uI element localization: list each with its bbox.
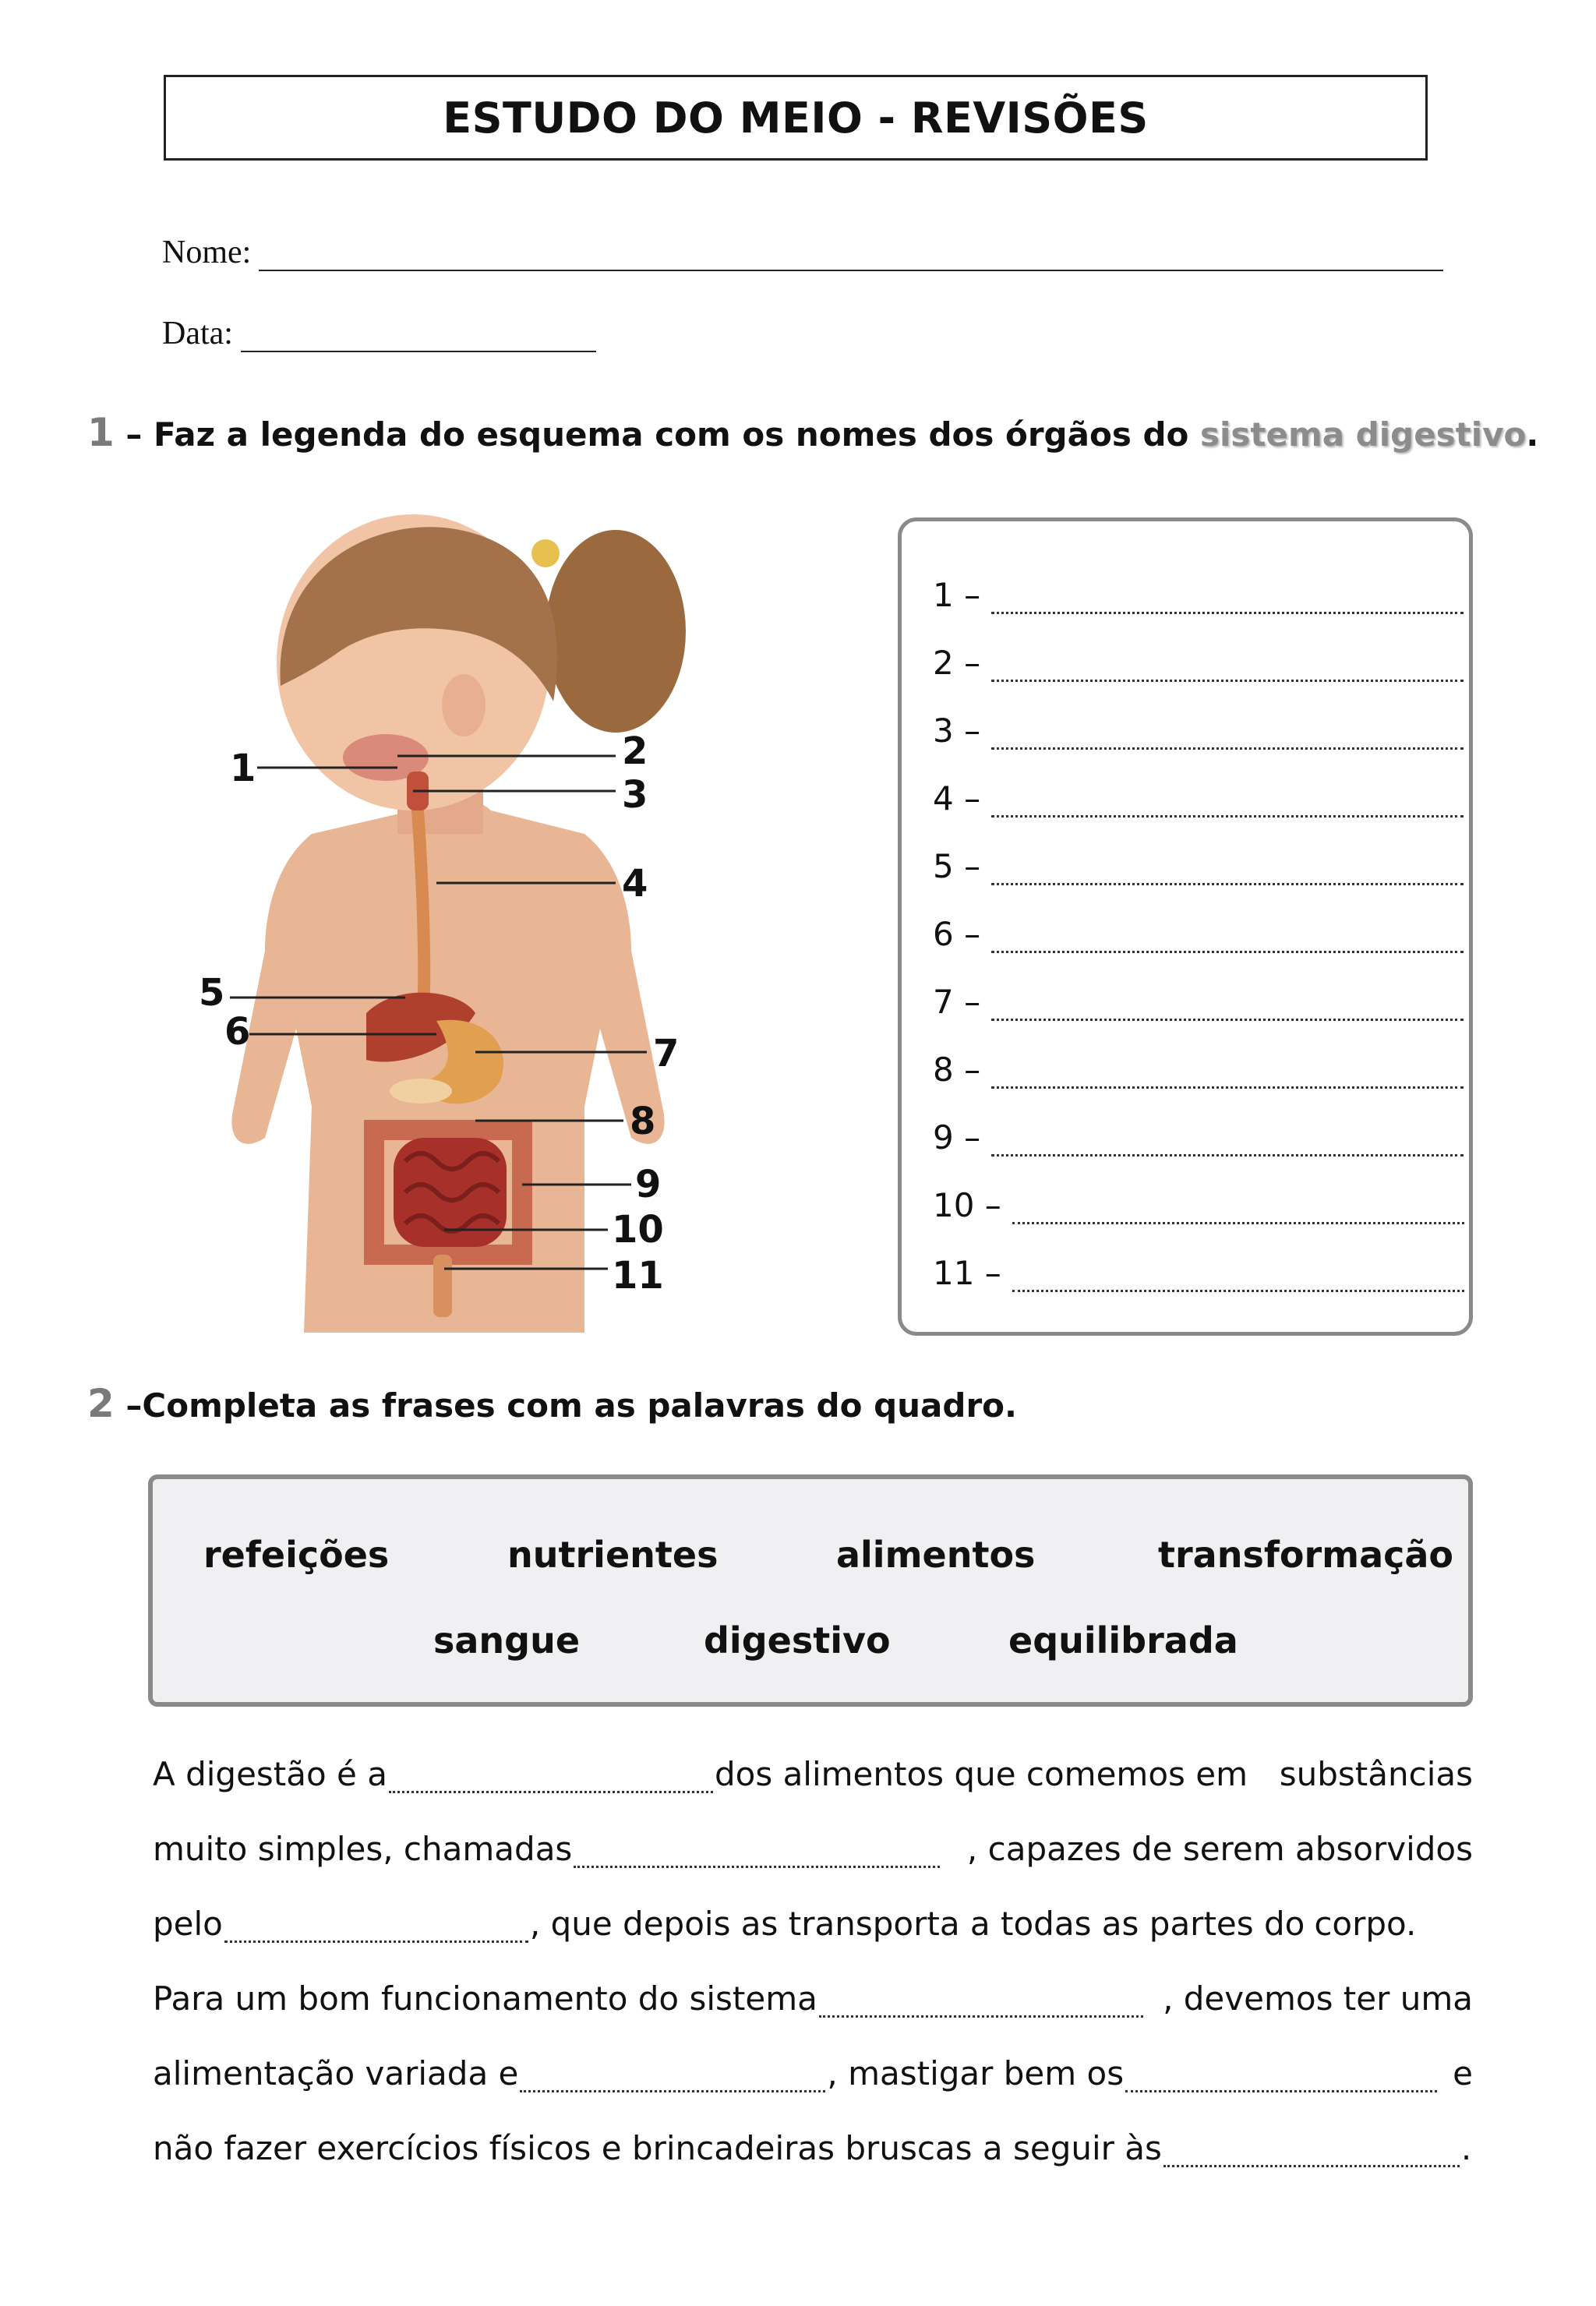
legend-blank-6[interactable] bbox=[991, 931, 1464, 953]
paragraph-line-1 bbox=[153, 1755, 1473, 1793]
word-equilibrada: equilibrada bbox=[1008, 1619, 1238, 1662]
question-1-end: . bbox=[1526, 415, 1539, 454]
paragraph-text: , capazes de serem absorvidos bbox=[966, 1830, 1473, 1868]
question-2-text: Completa as frases com as palavras do quadro. bbox=[142, 1386, 1017, 1425]
diagram-label-5: 5 bbox=[199, 971, 225, 1015]
word-sangue: sangue bbox=[433, 1619, 581, 1662]
legend-blank-3[interactable] bbox=[991, 727, 1464, 750]
legend-blank-4[interactable] bbox=[991, 795, 1464, 818]
paragraph-line-5 bbox=[153, 2054, 1473, 2092]
date-label: Data: bbox=[162, 316, 233, 351]
paragraph-line-2 bbox=[153, 1830, 1473, 1868]
word-refeicoes: refeições bbox=[203, 1534, 390, 1576]
legend-line-9 bbox=[933, 1118, 1464, 1157]
legend-blank-5[interactable] bbox=[991, 863, 1464, 885]
worksheet-title: ESTUDO DO MEIO - REVISÕES bbox=[443, 93, 1149, 143]
legend-box bbox=[898, 517, 1473, 1336]
question-1-dash: – bbox=[114, 415, 154, 454]
date-field bbox=[162, 315, 596, 352]
blank-1[interactable] bbox=[389, 1764, 713, 1793]
legend-number-6: 6 – bbox=[933, 915, 981, 953]
legend-blank-8[interactable] bbox=[991, 1066, 1464, 1089]
diagram-label-7: 7 bbox=[653, 1032, 680, 1075]
legend-number-3: 3 – bbox=[933, 712, 981, 750]
blank-5[interactable] bbox=[520, 2064, 825, 2092]
blank-6[interactable] bbox=[1125, 2064, 1437, 2092]
legend-line-6 bbox=[933, 915, 1464, 953]
legend-line-3 bbox=[933, 712, 1464, 750]
legend-line-2 bbox=[933, 644, 1464, 682]
question-1-highlight: sistema digestivo bbox=[1199, 415, 1527, 454]
blank-4[interactable] bbox=[819, 1989, 1143, 2018]
blank-7[interactable] bbox=[1163, 2138, 1460, 2167]
word-transformacao: transformação bbox=[1158, 1534, 1454, 1576]
paragraph-text: A digestão é a bbox=[153, 1755, 387, 1793]
rectum-shape bbox=[433, 1255, 452, 1317]
paragraph-text: alimentação variada e bbox=[153, 2054, 519, 2092]
word-digestivo: digestivo bbox=[704, 1619, 891, 1662]
legend-blank-1[interactable] bbox=[991, 592, 1464, 614]
word-alimentos: alimentos bbox=[836, 1534, 1036, 1576]
date-line[interactable] bbox=[241, 320, 596, 352]
paragraph-text: Para um bom funcionamento do sistema bbox=[153, 1979, 817, 2018]
paragraph-text: . bbox=[1460, 2129, 1472, 2167]
paragraph-text: substâncias bbox=[1279, 1755, 1473, 1793]
legend-line-5 bbox=[933, 847, 1464, 885]
question-2 bbox=[87, 1381, 1017, 1426]
paragraph-text: muito simples, chamadas bbox=[153, 1830, 573, 1868]
legend-blank-7[interactable] bbox=[991, 998, 1464, 1021]
legend-line-1 bbox=[933, 576, 1464, 614]
paragraph-text: , que depois as transporta a todas as partes do bbox=[529, 1905, 1305, 1943]
legend-line-10 bbox=[933, 1186, 1464, 1224]
legend-number-10: 10 – bbox=[933, 1186, 1001, 1224]
legend-number-9: 9 – bbox=[933, 1118, 981, 1157]
diagram-label-8: 8 bbox=[630, 1100, 656, 1143]
diagram-label-2: 2 bbox=[622, 729, 648, 773]
diagram-label-11: 11 bbox=[612, 1254, 664, 1298]
legend-line-8 bbox=[933, 1051, 1464, 1089]
ear-shape bbox=[442, 674, 486, 736]
word-nutrientes: nutrientes bbox=[507, 1534, 719, 1576]
legend-number-1: 1 – bbox=[933, 576, 981, 614]
question-1 bbox=[87, 410, 1538, 455]
legend-number-2: 2 – bbox=[933, 644, 981, 682]
diagram-label-3: 3 bbox=[622, 773, 648, 817]
paragraph-line-6 bbox=[153, 2129, 1473, 2167]
paragraph-text: não fazer exercícios físicos e brincadeiras bruscas a seguir às bbox=[153, 2129, 1162, 2167]
name-field bbox=[162, 234, 1443, 271]
diagram-label-4: 4 bbox=[622, 862, 648, 906]
question-1-number: 1 bbox=[87, 410, 115, 455]
hair-tie-shape bbox=[531, 539, 560, 567]
diagram-label-6: 6 bbox=[224, 1010, 251, 1054]
name-label: Nome: bbox=[162, 235, 252, 270]
legend-blank-2[interactable] bbox=[991, 659, 1464, 682]
word-box bbox=[148, 1474, 1473, 1707]
legend-line-7 bbox=[933, 983, 1464, 1021]
blank-3[interactable] bbox=[224, 1914, 528, 1943]
legend-number-7: 7 – bbox=[933, 983, 981, 1021]
paragraph-text: dos alimentos que comemos em bbox=[714, 1755, 1248, 1793]
legend-number-11: 11 – bbox=[933, 1254, 1001, 1292]
diagram-label-9: 9 bbox=[635, 1163, 662, 1206]
paragraph-text: corpo. bbox=[1314, 1905, 1417, 1943]
diagram-label-10: 10 bbox=[612, 1208, 664, 1252]
digestive-system-diagram bbox=[179, 514, 725, 1340]
question-2-number: 2 bbox=[87, 1381, 115, 1426]
blank-2[interactable] bbox=[574, 1839, 940, 1868]
legend-number-4: 4 – bbox=[933, 779, 981, 818]
legend-number-8: 8 – bbox=[933, 1051, 981, 1089]
legend-line-11 bbox=[933, 1254, 1464, 1292]
legend-blank-9[interactable] bbox=[991, 1134, 1464, 1157]
paragraph-text: , mastigar bem os bbox=[827, 2054, 1125, 2092]
worksheet-title-box bbox=[164, 75, 1428, 161]
legend-blank-10[interactable] bbox=[1012, 1202, 1464, 1224]
diagram-label-1: 1 bbox=[230, 747, 256, 790]
ponytail-shape bbox=[546, 530, 686, 733]
name-line[interactable] bbox=[259, 238, 1443, 271]
paragraph-text: , devemos ter uma bbox=[1163, 1979, 1473, 2018]
pancreas-shape bbox=[390, 1079, 452, 1104]
paragraph-text: pelo bbox=[153, 1905, 223, 1943]
legend-line-4 bbox=[933, 779, 1464, 818]
paragraph-line-3 bbox=[153, 1905, 1473, 1943]
question-1-text: Faz a legenda do esquema com os nomes dos órgãos do bbox=[154, 415, 1200, 454]
legend-number-5: 5 – bbox=[933, 847, 981, 885]
question-2-dash: – bbox=[114, 1386, 143, 1425]
paragraph-line-4 bbox=[153, 1979, 1473, 2018]
paragraph-text: e bbox=[1453, 2054, 1473, 2092]
legend-blank-11[interactable] bbox=[1012, 1270, 1464, 1292]
